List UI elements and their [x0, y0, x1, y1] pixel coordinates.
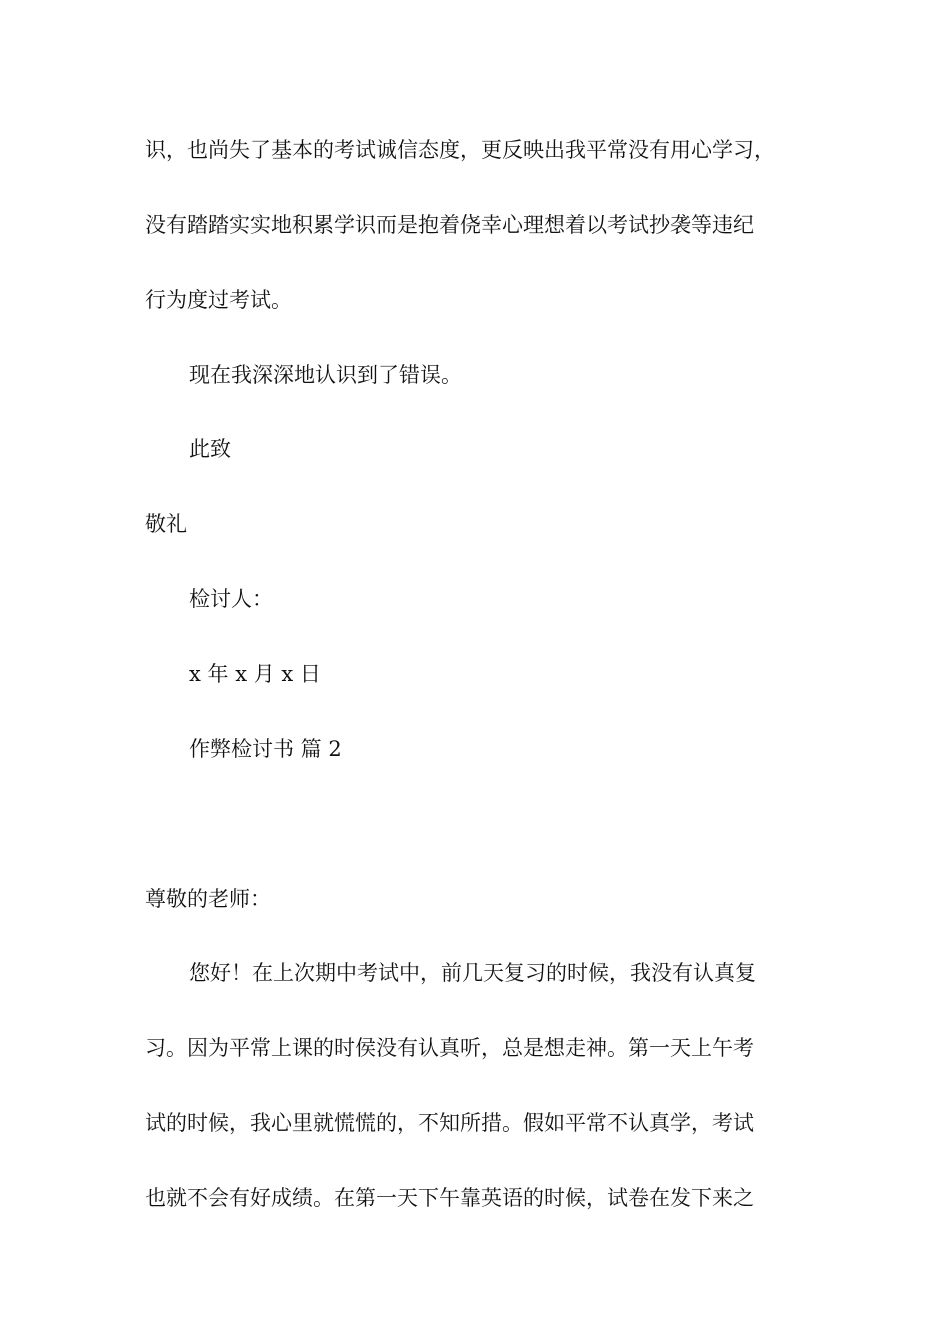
- paragraph-line: 识，也尚失了基本的考试诚信态度，更反映出我平常没有用心学习，: [145, 138, 775, 162]
- paragraph-line: 习。因为平常上课的时侯没有认真听，总是想走神。第一天上午考: [145, 1036, 754, 1060]
- closing-salutation: 此致: [189, 437, 231, 461]
- paragraph-line: 现在我深深地认识到了错误。: [189, 363, 462, 387]
- signature-label: 检讨人：: [189, 587, 273, 611]
- greeting-line: 尊敬的老师：: [145, 887, 271, 911]
- paragraph-line: 行为度过考试。: [145, 288, 292, 312]
- paragraph-line: 您好！在上次期中考试中，前几天复习的时候，我没有认真复: [189, 961, 756, 985]
- section-title: 作弊检讨书 篇 2: [189, 737, 342, 761]
- date-line: x 年 x 月 x 日: [189, 662, 321, 686]
- paragraph-line: 没有踏踏实实地积累学识而是抱着侥幸心理想着以考试抄袭等违纪: [145, 213, 754, 237]
- closing-regards: 敬礼: [145, 512, 187, 536]
- paragraph-line: 试的时候，我心里就慌慌的，不知所措。假如平常不认真学，考试: [145, 1111, 754, 1135]
- paragraph-line: 也就不会有好成绩。在第一天下午靠英语的时候，试卷在发下来之: [145, 1186, 754, 1210]
